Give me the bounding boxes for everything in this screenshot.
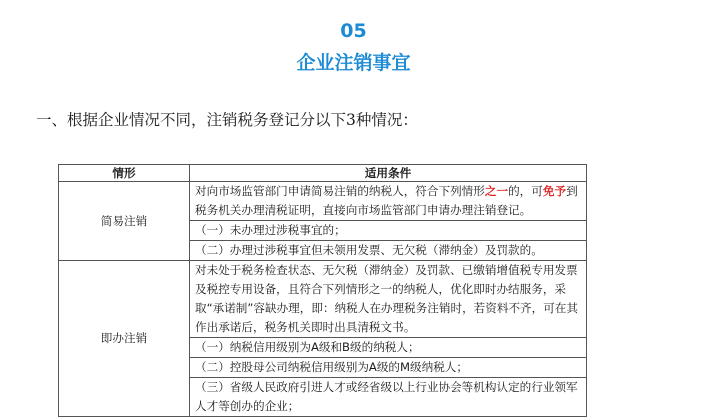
table-row [59, 182, 587, 221]
intro-text: 一、根据企业情况不同，注销税务登记分以下3种情况： [36, 111, 418, 129]
simple-main-mid: 的，可 [508, 184, 543, 198]
table-row [59, 261, 587, 338]
section-title: 企业注销事宜 [296, 52, 411, 74]
instant-main-condition: 对未处于税务检查状态、无欠税（滞纳金）及罚款、已缴销增值税专用发票及税控专用设备，且符合下列情形之一的纳税人，优化即时办结服务，采取“承诺制”容缺办理，即：纳税人在办理税务注销时，若资料不齐，可在其作出承诺后，税务机关即时出具清税文书。 [190, 261, 587, 338]
category-instant: 即办注销 [59, 261, 190, 417]
simple-main-pre: 对向市场监管部门申请简易注销的纳税人，符合下列情形 [195, 184, 485, 198]
instant-item: （三）省级人民政府引进人才或经省级以上行业协会等机构认定的行业领军人才等创办的企业； [190, 378, 587, 417]
instant-item: （二）控股母公司纳税信用级别为A级的M级纳税人； [190, 358, 587, 378]
simple-item: （二）办理过涉税事宜但未领用发票、无欠税（滞纳金）及罚款的。 [190, 241, 587, 261]
instant-item: （一）纳税信用级别为A级和B级的纳税人； [190, 338, 587, 358]
simple-highlight-one: 之一 [484, 184, 509, 198]
header-situation: 情形 [59, 165, 190, 182]
simple-item: （一）未办理过涉税事宜的； [190, 221, 587, 241]
category-simple: 简易注销 [59, 182, 190, 261]
header-conditions: 适用条件 [190, 165, 587, 182]
section-number: 05 [340, 20, 367, 42]
simple-highlight-exempt: 免予 [542, 184, 567, 198]
simple-main-post: 到税务机关办理清税证明，直接向市场监管部门申请办理注销登记。 [195, 184, 578, 217]
deregistration-table [58, 164, 587, 417]
simple-main-condition [190, 182, 587, 221]
table-header-row [59, 165, 587, 182]
